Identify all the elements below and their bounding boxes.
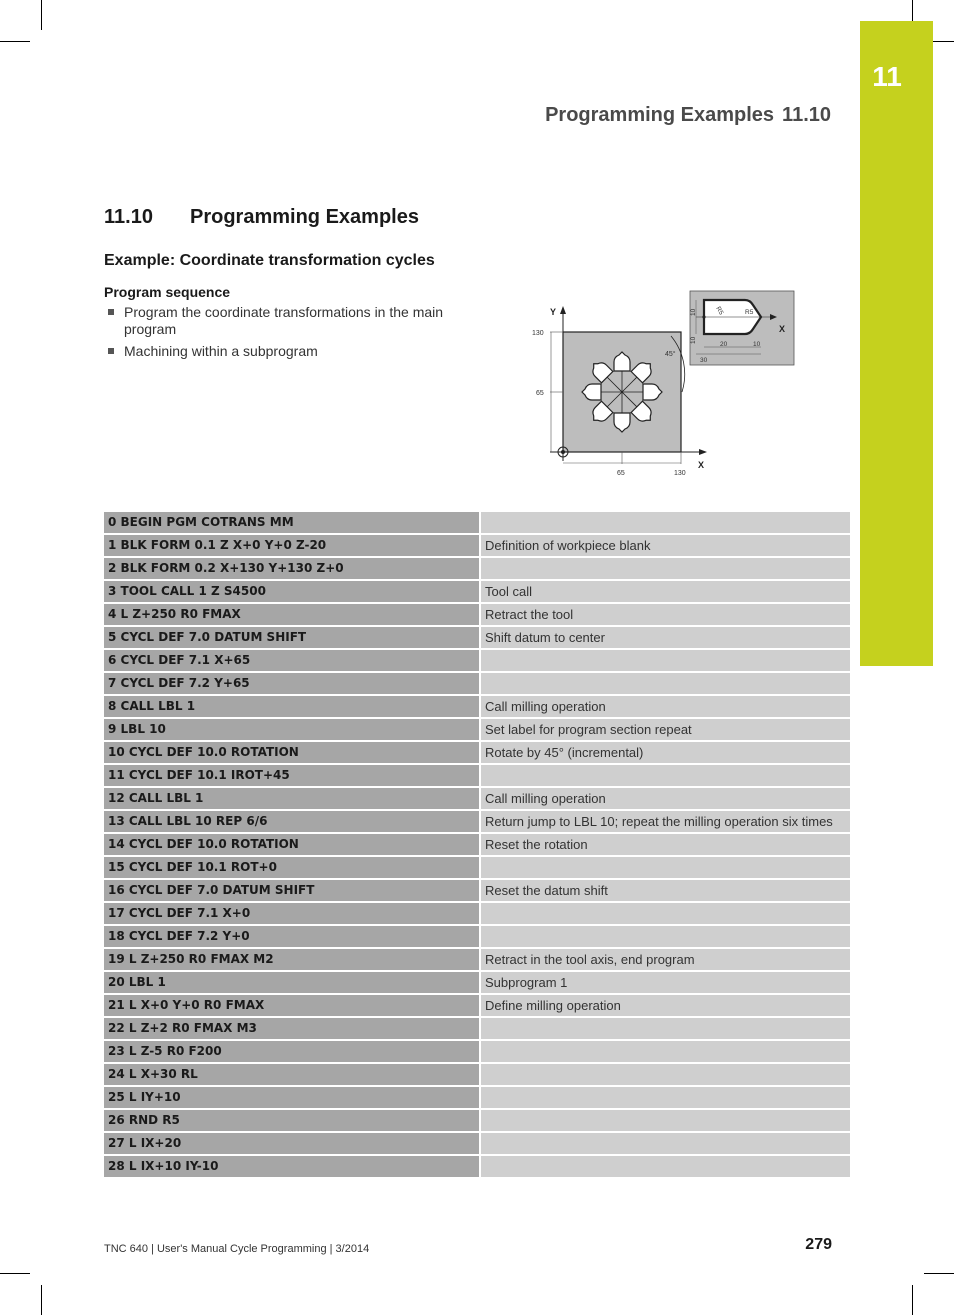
program-sequence-heading: Program sequence: [104, 284, 231, 300]
table-row: [104, 1064, 850, 1087]
table-row: [104, 1156, 850, 1179]
program-line-description: [481, 673, 850, 696]
section-title: Programming Examples: [190, 206, 419, 228]
detail-tool-center-icon: [702, 315, 705, 318]
program-line-code: 15 CYCL DEF 10.1 ROT+0: [104, 857, 481, 880]
program-line-code: 7 CYCL DEF 7.2 Y+65: [104, 673, 481, 696]
program-line-description: [481, 926, 850, 949]
program-line-code: 18 CYCL DEF 7.2 Y+0: [104, 926, 481, 949]
chapter-number: 11: [872, 61, 902, 92]
table-row: [104, 926, 850, 949]
program-line-description: [481, 1018, 850, 1041]
y-axis-arrow-icon: [560, 306, 566, 314]
table-row: [104, 834, 850, 857]
tick-label-y: 65: [536, 390, 544, 397]
table-row: [104, 880, 850, 903]
program-line-description: [481, 512, 850, 535]
program-line-description: [481, 765, 850, 788]
program-line-description: [481, 1156, 850, 1179]
program-line-code: 0 BEGIN PGM COTRANS MM: [104, 512, 481, 535]
workpiece-figure: [528, 286, 798, 480]
angle-label: 45°: [665, 351, 676, 358]
crop-mark: [41, 0, 42, 30]
program-line-code: 2 BLK FORM 0.2 X+130 Y+130 Z+0: [104, 558, 481, 581]
table-row: [104, 765, 850, 788]
detail-dim-label: 10: [690, 336, 697, 344]
datum-center-icon: [561, 450, 565, 454]
x-axis-arrow-icon: [699, 449, 707, 455]
program-line-code: 11 CYCL DEF 10.1 IROT+45: [104, 765, 481, 788]
running-head-number: 11.10: [782, 104, 831, 126]
program-line-code: 25 L IY+10: [104, 1087, 481, 1110]
page-number: 279: [805, 1236, 832, 1253]
detail-dim-label: 10: [690, 308, 697, 316]
detail-dim-label: 30: [700, 357, 708, 364]
program-line-code: 27 L IX+20: [104, 1133, 481, 1156]
tick-label-x: 130: [674, 470, 686, 477]
program-line-description: [481, 857, 850, 880]
program-line-description: Set label for program section repeat: [481, 719, 850, 742]
program-line-description: [481, 903, 850, 926]
table-row: [104, 604, 850, 627]
table-row: [104, 535, 850, 558]
program-line-description: Rotate by 45° (incremental): [481, 742, 850, 765]
program-line-code: 21 L X+0 Y+0 R0 FMAX: [104, 995, 481, 1018]
program-line-description: Return jump to LBL 10; repeat the milling operation six times: [481, 811, 850, 834]
program-line-description: Tool call: [481, 581, 850, 604]
crop-mark: [41, 1285, 42, 1315]
table-row: [104, 673, 850, 696]
detail-dim-label: R5: [745, 309, 754, 316]
program-line-code: 17 CYCL DEF 7.1 X+0: [104, 903, 481, 926]
program-line-description: Retract in the tool axis, end program: [481, 949, 850, 972]
program-line-code: 22 L Z+2 R0 FMAX M3: [104, 1018, 481, 1041]
crop-mark: [0, 1273, 30, 1274]
program-line-code: 16 CYCL DEF 7.0 DATUM SHIFT: [104, 880, 481, 903]
program-sequence-list: [104, 304, 474, 365]
table-row: [104, 742, 850, 765]
program-line-description: Shift datum to center: [481, 627, 850, 650]
detail-inset: [690, 291, 794, 365]
program-line-code: 14 CYCL DEF 10.0 ROTATION: [104, 834, 481, 857]
program-line-description: [481, 1064, 850, 1087]
section-heading: [104, 206, 419, 229]
table-row: [104, 1110, 850, 1133]
crop-mark: [0, 41, 30, 42]
list-item-text: Program the coordinate transformations in the main program: [124, 304, 444, 337]
program-line-code: 3 TOOL CALL 1 Z S4500: [104, 581, 481, 604]
table-row: [104, 811, 850, 834]
table-row: [104, 558, 850, 581]
list-item: [104, 343, 474, 360]
program-table: [104, 512, 850, 1179]
program-line-code: 26 RND R5: [104, 1110, 481, 1133]
table-row: [104, 512, 850, 535]
bullet-square-icon: [108, 348, 114, 354]
program-line-description: [481, 650, 850, 673]
x-axis-label: X: [698, 460, 705, 470]
crop-mark: [912, 1285, 913, 1315]
program-line-description: [481, 1133, 850, 1156]
program-line-code: 10 CYCL DEF 10.0 ROTATION: [104, 742, 481, 765]
program-line-description: [481, 1041, 850, 1064]
section-number: 11.10: [104, 206, 153, 228]
detail-dim-label: 10: [753, 341, 761, 348]
program-line-description: Reset the rotation: [481, 834, 850, 857]
tick-label-y: 130: [532, 330, 544, 337]
program-line-description: Call milling operation: [481, 788, 850, 811]
list-item-text: Machining within a subprogram: [124, 343, 318, 359]
program-line-description: Reset the datum shift: [481, 880, 850, 903]
table-row: [104, 1018, 850, 1041]
program-line-code: 1 BLK FORM 0.1 Z X+0 Y+0 Z-20: [104, 535, 481, 558]
table-row: [104, 788, 850, 811]
program-line-code: 23 L Z-5 R0 F200: [104, 1041, 481, 1064]
table-row: [104, 903, 850, 926]
program-line-code: 20 LBL 1: [104, 972, 481, 995]
program-line-description: [481, 1087, 850, 1110]
table-row: [104, 857, 850, 880]
tick-label-x: 65: [617, 470, 625, 477]
program-line-code: 5 CYCL DEF 7.0 DATUM SHIFT: [104, 627, 481, 650]
detail-dim-label: R5: [714, 305, 725, 317]
detail-axis-label: X: [779, 324, 786, 334]
list-item: [104, 304, 474, 338]
program-line-code: 8 CALL LBL 1: [104, 696, 481, 719]
program-line-description: Call milling operation: [481, 696, 850, 719]
program-line-description: Subprogram 1: [481, 972, 850, 995]
example-title: Example: Coordinate transformation cycles: [104, 252, 435, 269]
program-line-description: [481, 1110, 850, 1133]
running-head-title: Programming Examples: [545, 104, 775, 126]
program-line-description: Define milling operation: [481, 995, 850, 1018]
detail-dim-label: 20: [720, 341, 728, 348]
crop-mark: [924, 1273, 954, 1274]
table-row: [104, 581, 850, 604]
program-line-description: [481, 558, 850, 581]
chapter-tab: [860, 21, 933, 666]
table-row: [104, 949, 850, 972]
table-row: [104, 627, 850, 650]
program-line-code: 6 CYCL DEF 7.1 X+65: [104, 650, 481, 673]
program-line-description: Definition of workpiece blank: [481, 535, 850, 558]
program-line-code: 19 L Z+250 R0 FMAX M2: [104, 949, 481, 972]
y-axis-label: Y: [550, 307, 557, 317]
table-row: [104, 1041, 850, 1064]
program-line-code: 4 L Z+250 R0 FMAX: [104, 604, 481, 627]
program-line-code: 28 L IX+10 IY-10: [104, 1156, 481, 1179]
bullet-square-icon: [108, 309, 114, 315]
table-row: [104, 719, 850, 742]
program-line-description: Retract the tool: [481, 604, 850, 627]
table-row: [104, 995, 850, 1018]
table-row: [104, 972, 850, 995]
running-head: [545, 104, 831, 127]
program-line-code: 24 L X+30 RL: [104, 1064, 481, 1087]
footer-text: TNC 640 | User's Manual Cycle Programming | 3/2014: [104, 1243, 370, 1255]
table-row: [104, 1087, 850, 1110]
program-line-code: 13 CALL LBL 10 REP 6/6: [104, 811, 481, 834]
table-row: [104, 1133, 850, 1156]
program-line-code: 12 CALL LBL 1: [104, 788, 481, 811]
program-line-code: 9 LBL 10: [104, 719, 481, 742]
table-row: [104, 650, 850, 673]
table-row: [104, 696, 850, 719]
